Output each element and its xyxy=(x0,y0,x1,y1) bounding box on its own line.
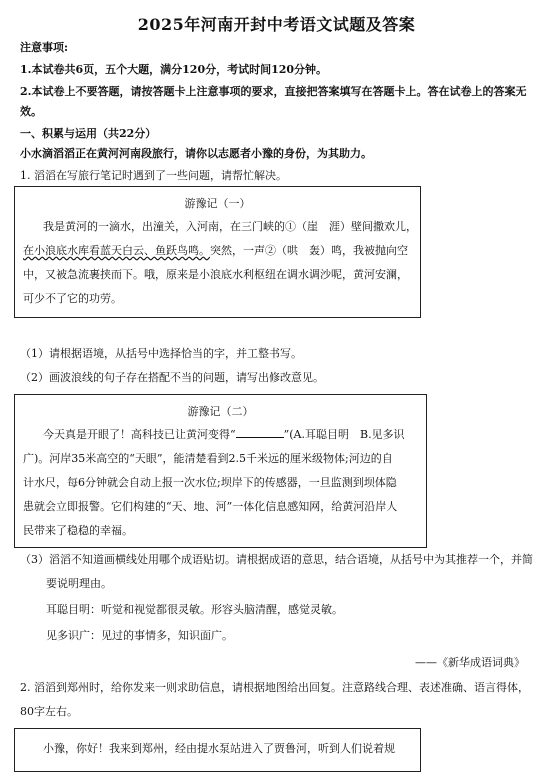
box-2-line-1-start: 今天真是开眼了！高科技已让黄河变得“ xyxy=(43,428,236,441)
help-message-box xyxy=(14,728,421,772)
box-2-title: 游豫记（二） xyxy=(187,405,254,418)
travel-note-box-1 xyxy=(14,186,421,318)
box-2-line-4: 患就会立即报警。它们构建的“天、地、河”一体化信息感知网，给黄河沿岸人 xyxy=(23,500,398,513)
intro-text: 小水滴滔滔正在黄河河南段旅行，请你以志愿者小豫的身份，为其助力。 xyxy=(20,147,372,160)
question-2-line-1: 2. 滔滔到郑州时，给你发来一则求助信息，请根据地图给出回复。注意路线合理、表述准确、语言得体， xyxy=(20,681,529,694)
note-2-line-2: 效。 xyxy=(20,105,42,118)
box-1-line-3: 中，又被急流裹挟而下。哦，原来是小浪底水利枢纽在调水调沙呢，黄河安澜， xyxy=(23,268,408,281)
section-1-heading: 一、积累与运用（共22分） xyxy=(20,127,157,140)
sub-question-3-line-2: 要说明理由。 xyxy=(46,577,112,590)
box-1-line-4: 可少不了它的功劳。 xyxy=(23,292,122,305)
box-2-line-1 xyxy=(43,427,405,443)
note-1: 1.本试卷共6页，五个大题，满分120分，考试时间120分钟。 xyxy=(20,63,328,76)
idiom-definition-2: 见多识广：见过的事情多，知识面广。 xyxy=(46,629,233,642)
box-2-line-5: 民带来了稳稳的幸福。 xyxy=(23,524,133,537)
travel-note-box-2 xyxy=(14,394,427,548)
help-message-line-1: 小豫，你好！我来到郑州，经由提水泵站进入了贾鲁河，听到人们说着规 xyxy=(43,742,395,755)
notes-heading: 注意事项: xyxy=(20,41,69,54)
sub-question-2: （2）画波浪线的句子存在搭配不当的问题，请写出修改意见。 xyxy=(20,371,324,384)
box-2-line-3: 计水尺，每6分钟就会自动上报一次水位;坝岸下的传感器，一旦监测到坝体隐 xyxy=(23,476,397,489)
box-1-line-2 xyxy=(23,243,408,259)
question-2-line-2: 80字左右。 xyxy=(20,705,78,718)
wavy-sentence: 在小浪底水库看蓝天白云、鱼跃鸟鸣。 xyxy=(23,244,210,257)
box-2-line-2: 广)。河岸35米高空的“天眼”，能清楚看到2.5千米远的厘米级物体;河边的自 xyxy=(23,452,393,465)
sub-question-3-line-1: （3）滔滔不知道画横线处用哪个成语贴切。请根据成语的意思，结合语境，从括号中为其推荐一个，并简 xyxy=(20,553,533,566)
note-2-line-1: 2.本试卷上不要答题，请按答题卡上注意事项的要求，直接把答案填写在答题卡上。答在试卷上的答案无 xyxy=(20,85,527,98)
box-1-line-1: 我是黄河的一滴水，出潼关，入河南，在三门峡的①（崖 涯）壁间撒欢儿， xyxy=(43,220,417,233)
sub-question-1: （1）请根据语境，从括号中选择恰当的字，并工整书写。 xyxy=(20,347,302,360)
page-title: 2025年河南开封中考语文试题及答案 xyxy=(137,15,416,34)
box-1-line-2-rest: 突然，一声②（哄 轰）鸣，我被抛向空 xyxy=(210,244,408,257)
idiom-definition-1: 耳聪目明：听觉和视觉都很灵敏。形容头脑清醒，感觉灵敏。 xyxy=(46,603,343,616)
dictionary-source: ——《新华成语词典》 xyxy=(415,656,525,669)
question-1: 1. 滔滔在写旅行笔记时遇到了一些问题，请帮忙解决。 xyxy=(20,169,287,182)
answer-blank xyxy=(236,427,284,438)
box-2-line-1-end: ”(A.耳聪目明 B.见多识 xyxy=(283,428,405,441)
box-1-title: 游豫记（一） xyxy=(184,197,251,210)
